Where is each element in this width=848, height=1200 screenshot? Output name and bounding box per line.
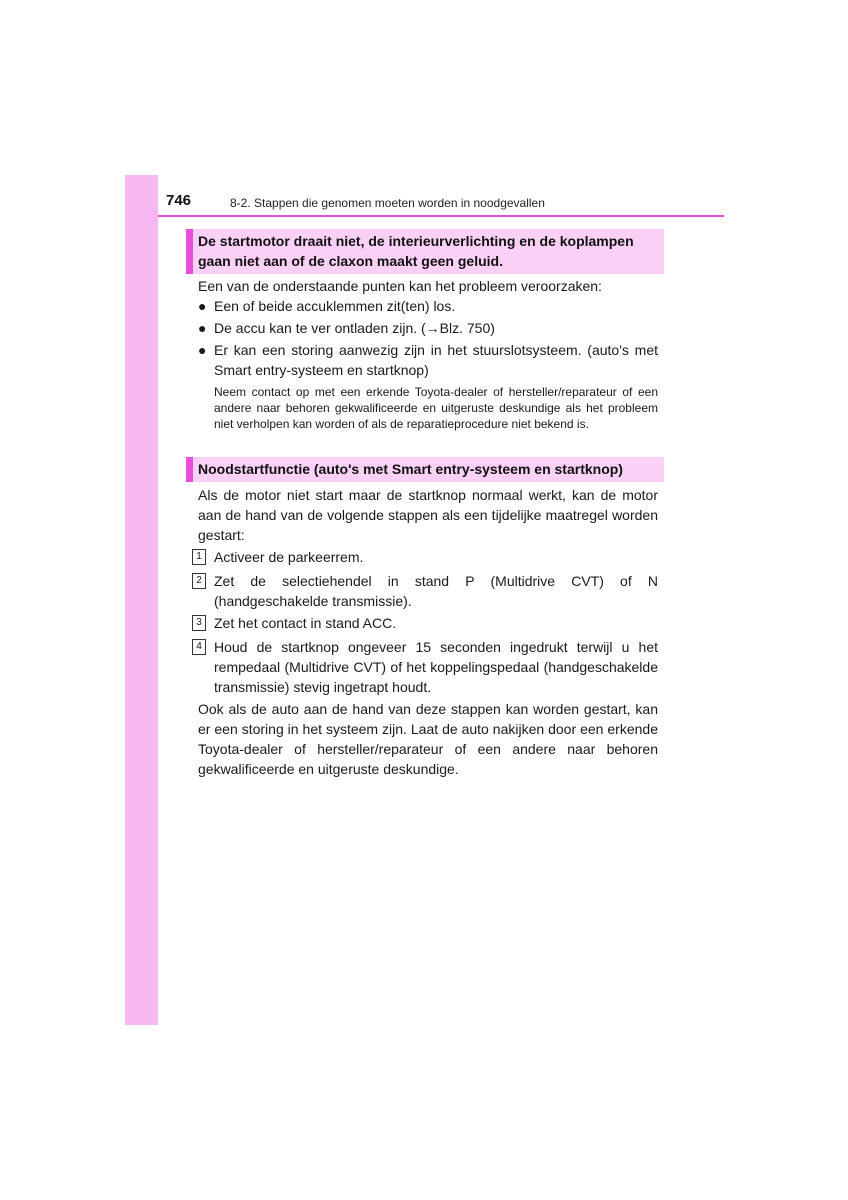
chapter-tab-bar: [125, 175, 158, 1025]
step-item: [192, 637, 658, 697]
section1-note: Neem contact op met een erkende Toyota-dealer of hersteller/reparateur of een andere naar behoren gekwalificeerde en uitgeruste deskundige als het probleem niet verholpen kan worden of als de reparatieprocedure niet bekend is.: [214, 385, 658, 431]
running-head: 8-2. Stappen die genomen moeten worden in noodgevallen: [230, 196, 545, 210]
section-heading-emergency-start: Noodstartfunctie (auto's met Smart entry-systeem en startknop): [186, 457, 664, 482]
section-heading-starter: De startmotor draait niet, de interieurverlichting en de koplampen gaan niet aan of de claxon maakt geen geluid.: [186, 229, 664, 274]
section1-intro: Een van de onderstaande punten kan het probleem veroorzaken:: [198, 278, 602, 294]
step-item: [192, 571, 658, 611]
list-item: [198, 318, 658, 338]
bullet-icon: ●: [198, 298, 207, 314]
section2-intro: Als de motor niet start maar de startknop normaal werkt, kan de motor aan de hand van de volgende stappen als een tijdelijke maatregel worden gestart:: [198, 487, 658, 543]
page-number: 746: [166, 192, 192, 209]
step-text: Activeer de parkeerrem.: [214, 549, 364, 565]
step-item: [192, 547, 658, 567]
step-number: 4: [192, 639, 206, 655]
header-rule: [158, 215, 724, 217]
bullet-icon: ●: [198, 320, 207, 336]
step-number: 1: [192, 549, 206, 565]
step-text: Zet het contact in stand ACC.: [214, 615, 397, 631]
step-number: 2: [192, 573, 206, 589]
list-item: [198, 340, 658, 380]
bullet-text: De accu kan te ver ontladen zijn. (→Blz. 750): [214, 320, 495, 336]
section2-closing: Ook als de auto aan de hand van deze stappen kan worden gestart, kan er een storing in het systeem zijn. Laat de auto nakijken door een erkende Toyota-dealer of hersteller/reparateur of een andere naar behoren gekwalificeerde en uitgeruste deskundige.: [198, 701, 658, 777]
bullet-text: Er kan een storing aanwezig zijn in het stuurslotsysteem. (auto's met Smart entry-systeem en startknop): [214, 342, 658, 378]
bullet-icon: ●: [198, 342, 207, 358]
step-text: Houd de startknop ongeveer 15 seconden ingedrukt terwijl u het rempedaal (Multidrive CVT) of het koppelingspedaal (handgeschakelde transmissie) stevig ingetrapt houdt.: [214, 639, 658, 695]
list-item: [198, 296, 658, 316]
step-item: [192, 613, 658, 633]
step-text: Zet de selectiehendel in stand P (Multidrive CVT) of N (handgeschakelde transmissie).: [214, 573, 658, 609]
bullet-text: Een of beide accuklemmen zit(ten) los.: [214, 298, 456, 314]
step-number: 3: [192, 615, 206, 631]
